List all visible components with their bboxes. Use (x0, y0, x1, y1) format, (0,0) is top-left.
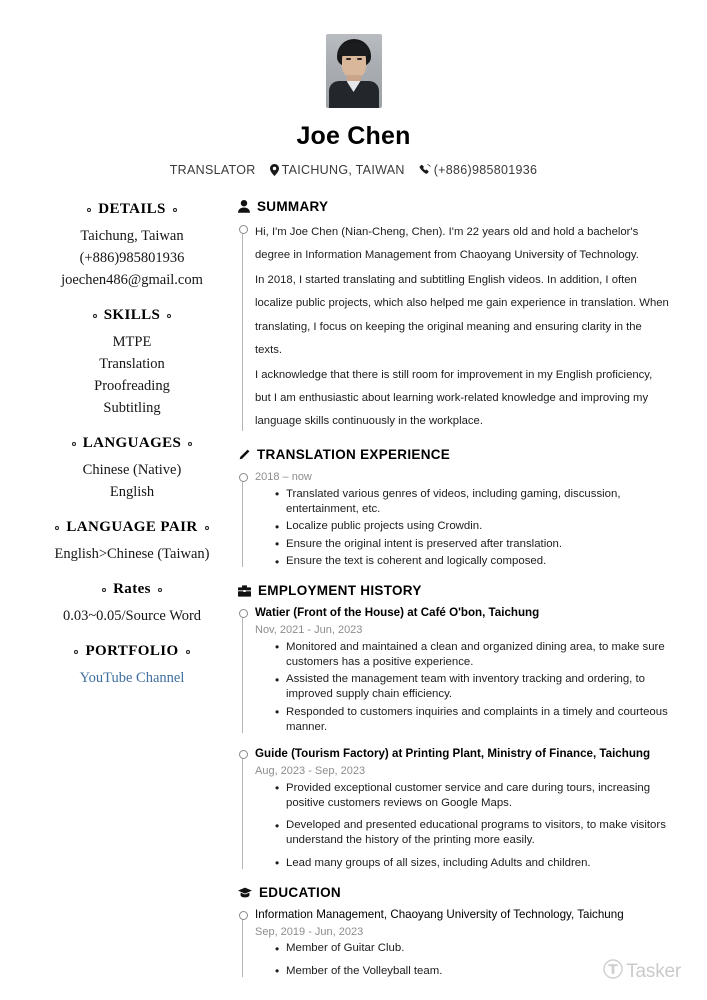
section-heading-employment-history (238, 583, 669, 598)
sidebar-heading-details-label: DETAILS (98, 201, 166, 217)
resume-header (38, 34, 669, 177)
section-heading-translation-experience-label: TRANSLATION EXPERIENCE (257, 447, 451, 463)
header-location (270, 163, 405, 177)
sidebar-heading-portfolio (38, 643, 226, 660)
employment-entry (238, 746, 669, 871)
bullet-item: • Member of the Volleyball team. (275, 964, 669, 979)
sidebar-block-languages (38, 435, 226, 503)
bullet-dot-icon (158, 588, 162, 592)
page-title: Joe Chen (296, 122, 411, 150)
summary-body (238, 221, 669, 433)
bullet-dot-icon (205, 526, 209, 530)
entry-date: Aug, 2023 - Sep, 2023 (255, 765, 366, 778)
bullet-item: • Ensure the original intent is preserved after translation. (275, 537, 669, 552)
sidebar-item-phone: (+886)985801936 (79, 250, 185, 267)
profile-photo (326, 34, 382, 108)
sidebar-item-skill: Translation (99, 356, 165, 373)
sidebar-heading-languages (38, 435, 226, 452)
section-heading-summary-label: SUMMARY (257, 199, 329, 214)
header-phone (419, 163, 538, 177)
sidebar-block-portfolio (38, 643, 226, 689)
sidebar-item-language: English (109, 484, 155, 501)
bullet-dot-icon (173, 208, 177, 212)
sidebar-heading-details (38, 201, 226, 218)
sidebar (38, 199, 226, 993)
sidebar-block-language-pair (38, 519, 226, 565)
summary-paragraph: I acknowledge that there is still room for improvement in my English proficiency, but I am enthusiastic about learning work-related knowledge and improving my language skills continuously in the workplace. (255, 368, 653, 428)
section-heading-translation-experience (238, 447, 669, 462)
entry-date: Sep, 2019 - Jun, 2023 (255, 925, 364, 938)
entry-date: Nov, 2021 - Jun, 2023 (255, 624, 363, 637)
entry-title: Watier (Front of the House) at Café O'bon, Taichung (255, 606, 540, 620)
sidebar-item-language: Chinese (Native) (82, 462, 182, 479)
header-phone-label: (+886)985801936 (433, 163, 538, 177)
header-role-label: TRANSLATOR (169, 163, 256, 177)
section-heading-employment-history-label: EMPLOYMENT HISTORY (258, 583, 422, 599)
sidebar-block-details (38, 201, 226, 291)
sidebar-item-language-pair: English>Chinese (Taiwan) (54, 546, 210, 563)
bullet-item: • Developed and presented educational programs to visitors, to make visitors understand the history of the printing more easily. (275, 818, 669, 849)
sidebar-item-rate: 0.03~0.05/Source Word (62, 608, 202, 625)
pencil-icon (238, 449, 250, 461)
entry-title: Guide (Tourism Factory) at Printing Plant, Ministry of Finance, Taichung (255, 747, 651, 761)
phone-icon (419, 164, 431, 176)
sidebar-item-portfolio-link[interactable]: YouTube Channel (79, 670, 185, 687)
bullet-item: • Responded to customers inquiries and complaints in a timely and courteous manner. (275, 705, 669, 736)
translation-experience-entry (238, 469, 669, 569)
sidebar-block-skills (38, 307, 226, 419)
header-contact-line (38, 163, 669, 177)
bullet-dot-icon (72, 442, 76, 446)
entry-title: Information Management, Chaoyang University of Technology, Taichung (255, 908, 624, 921)
entry-bullets (255, 781, 669, 871)
section-heading-education-label: EDUCATION (259, 885, 341, 900)
graduation-cap-icon (238, 887, 252, 898)
sidebar-heading-language-pair (38, 519, 226, 536)
sidebar-heading-rates-label: Rates (113, 581, 151, 598)
bullet-item: • Localize public projects using Crowdin. (275, 519, 669, 534)
bullet-item: • Ensure the text is coherent and logically composed. (275, 554, 669, 569)
entry-bullets (255, 640, 669, 736)
sidebar-heading-language-pair-label: LANGUAGE PAIR (66, 519, 198, 536)
bullet-item: • Translated various genres of videos, including gaming, discussion, entertainment, etc. (275, 487, 669, 518)
section-heading-education (238, 885, 669, 900)
summary-paragraph: In 2018, I started translating and subtitling English videos. In addition, I often localize public projects, which also helped me gain experience in translation. When translating, I focus on keeping the original meaning and ensuring clarity in the texts. (255, 274, 669, 356)
bullet-dot-icon (102, 588, 106, 592)
entry-date: 2018 – now (255, 471, 312, 484)
sidebar-heading-languages-label: LANGUAGES (82, 435, 182, 452)
map-pin-icon (270, 164, 279, 176)
sidebar-block-rates (38, 581, 226, 627)
person-icon (238, 200, 250, 213)
bullet-item: • Assisted the management team with inventory tracking and ordering, to improved supply chain efficiency. (275, 672, 669, 703)
summary-paragraph: Hi, I'm Joe Chen (Nian-Cheng, Chen). I'm 22 years old and hold a bachelor's degree in Information Management from Chaoyang University of Technology. (255, 226, 639, 262)
header-role (170, 163, 256, 177)
briefcase-icon (238, 585, 251, 597)
watermark-label: Tasker (626, 960, 681, 982)
section-heading-summary (238, 199, 669, 214)
bullet-dot-icon (186, 650, 190, 654)
bullet-item: • Member of Guitar Club. (275, 941, 669, 956)
bullet-item: • Lead many groups of all sizes, including Adults and children. (275, 856, 669, 871)
bullet-dot-icon (93, 314, 97, 318)
section-translation-experience (238, 447, 669, 569)
section-employment-history (238, 583, 669, 871)
entry-bullets (255, 487, 669, 569)
section-summary (238, 199, 669, 433)
bullet-dot-icon (55, 526, 59, 530)
sidebar-heading-skills (38, 307, 226, 324)
bullet-dot-icon (74, 650, 78, 654)
main-column (226, 199, 669, 993)
bullet-dot-icon (87, 208, 91, 212)
header-location-label: TAICHUNG, TAIWAN (281, 163, 405, 177)
sidebar-heading-portfolio-label: PORTFOLIO (85, 643, 179, 660)
bullet-item: • Monitored and maintained a clean and organized dining area, to make sure customers has a positive experience. (275, 640, 669, 671)
sidebar-item-skill: Proofreading (94, 378, 170, 395)
bullet-item: • Provided exceptional customer service and care during tours, increasing positive customers reviews on Google Maps. (275, 781, 669, 812)
employment-entry (238, 605, 669, 735)
sidebar-item-email: joechen486@gmail.com (61, 272, 203, 289)
bullet-dot-icon (167, 314, 171, 318)
watermark (603, 959, 681, 984)
sidebar-item-location: Taichung, Taiwan (80, 228, 184, 244)
sidebar-item-skill: MTPE (112, 334, 152, 351)
sidebar-heading-skills-label: SKILLS (103, 307, 161, 324)
sidebar-heading-rates (38, 581, 226, 598)
bullet-dot-icon (188, 442, 192, 446)
sidebar-item-skill: Subtitling (103, 400, 161, 417)
tasker-logo-icon (603, 959, 623, 984)
